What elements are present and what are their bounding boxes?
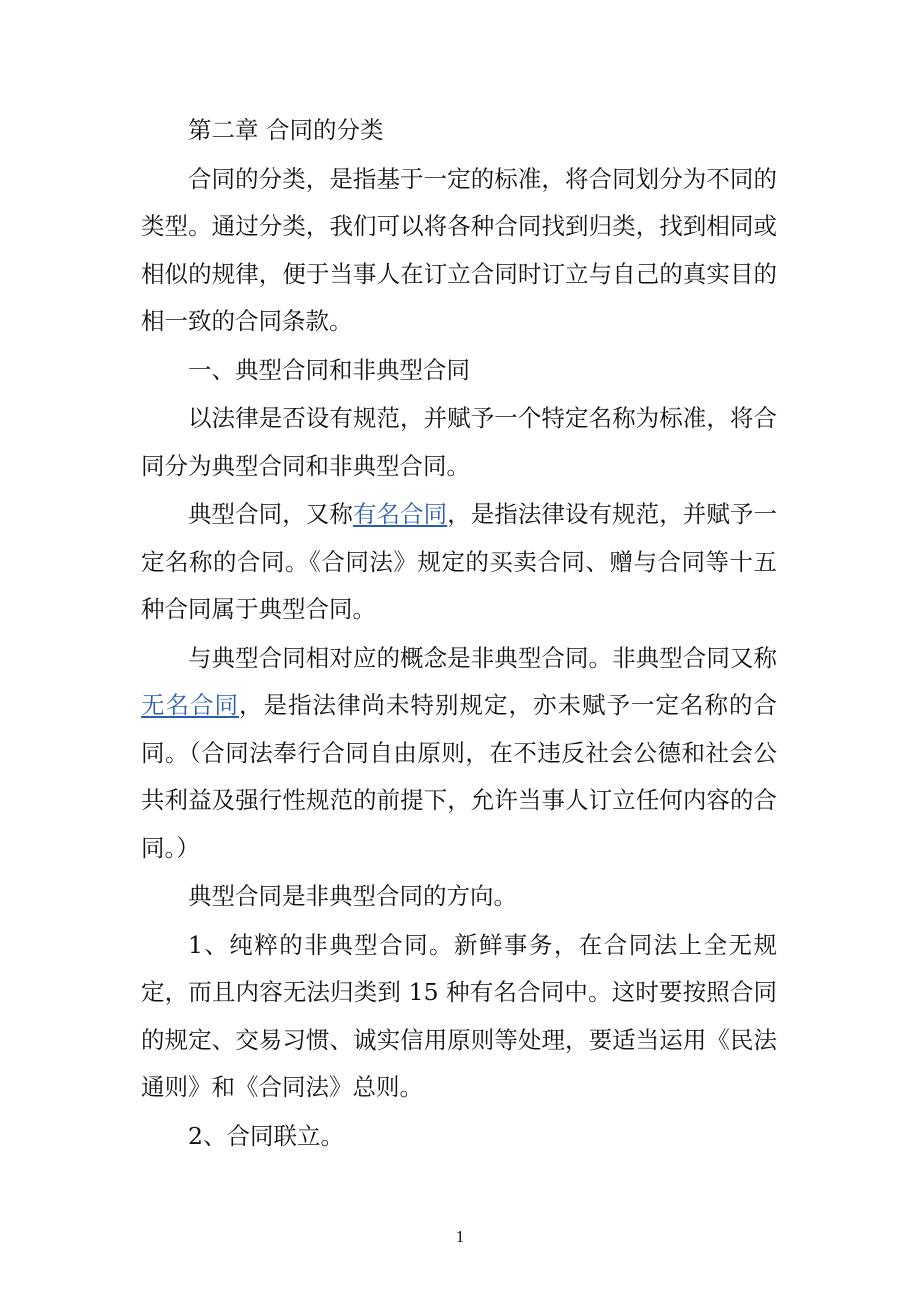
named-contract-link[interactable]: 有名合同 [352, 500, 448, 528]
classification-paragraph: 以法律是否设有规范，并赋予一个特定名称为标准，将合同分为典型合同和非典型合同。 [141, 404, 777, 480]
intro-paragraph: 合同的分类，是指基于一定的标准，将合同划分为不同的类型。通过分类，我们可以将各种合同找到归类，找到相同或相似的规律，便于当事人在订立合同时订立与自己的真实目的相一致的合同条款。 [141, 164, 777, 335]
list-item: 1、纯粹的非典型合同。新鲜事务，在合同法上全无规定，而且内容无法归类到 15 种有名合同中。这时要按照合同的规定、交易习惯、诚实信用原则等处理，要适当运用《民法通则》和《合同法》总则。 [141, 930, 777, 1101]
direction-paragraph: 典型合同是非典型合同的方向。 [188, 882, 517, 910]
atypical-text-after: ，是指法律尚未特别规定，亦未赋予一定名称的合同。（合同法奉行合同自由原则，在不违反社会公德和社会公共利益及强行性规范的前提下，允许当事人订立任何内容的合同。） [141, 691, 777, 862]
list-item: 2、合同联立。 [188, 1121, 344, 1150]
typical-text-before: 典型合同，又称 [188, 500, 353, 528]
section-heading: 一、典型合同和非典型合同 [188, 355, 470, 384]
unnamed-contract-link[interactable]: 无名合同 [141, 691, 239, 719]
document-body [141, 107, 777, 1161]
page-number: 1 [455, 1227, 465, 1246]
typical-contract-paragraph [141, 491, 777, 634]
atypical-contract-paragraph [141, 635, 777, 873]
atypical-text-before: 与典型合同相对应的概念是非典型合同。非典型合同又称 [188, 643, 777, 672]
chapter-title: 第二章 合同的分类 [188, 116, 384, 144]
typical-text-after: ，是指法律设有规范，并赋予一定名称的合同。《合同法》规定的买卖合同、赠与合同等十五种合同属于典型合同。 [141, 500, 777, 623]
